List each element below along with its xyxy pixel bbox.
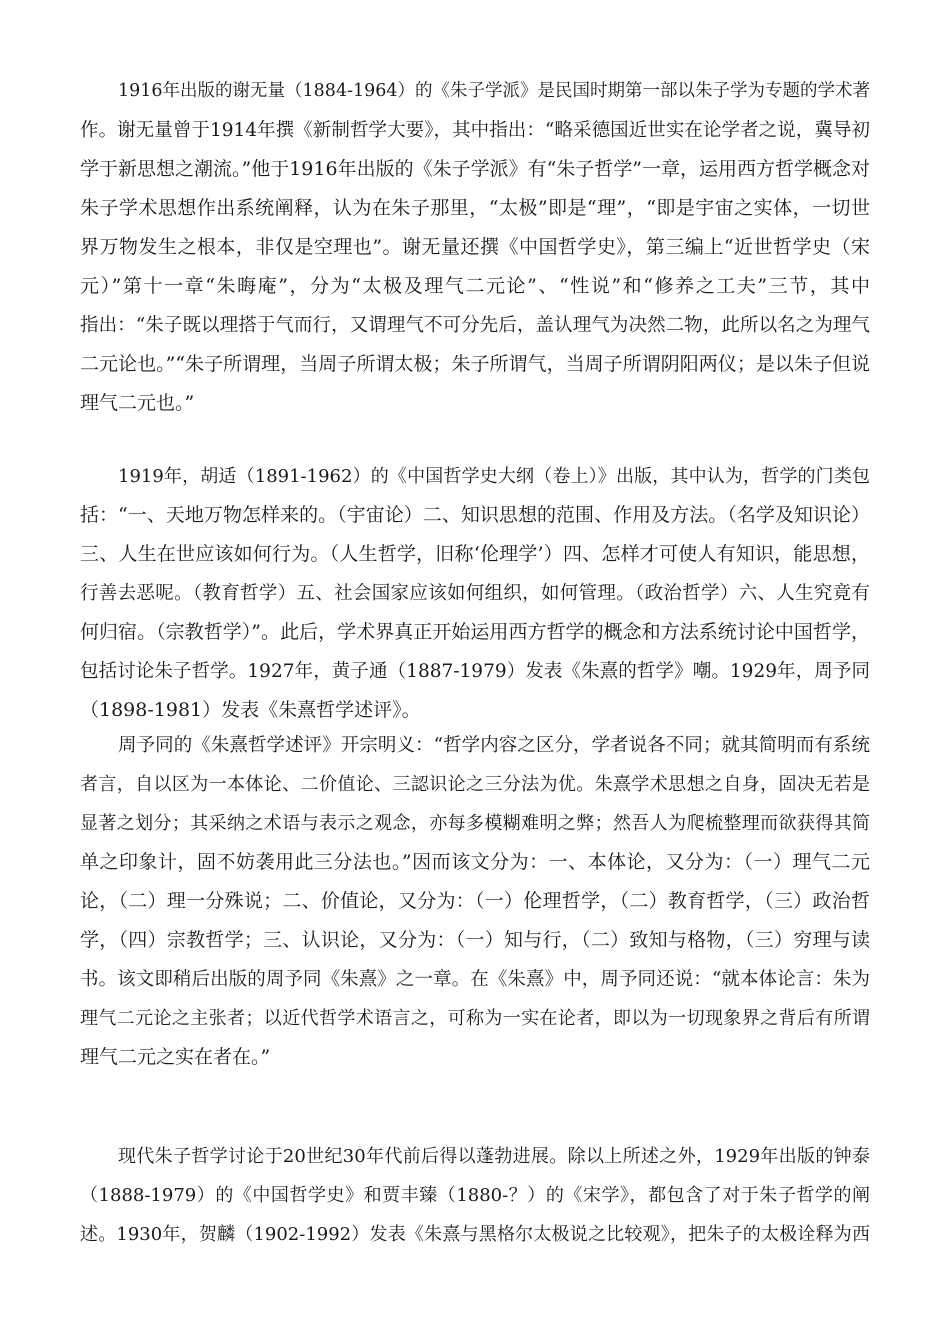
text-line: 书。该文即稍后出版的周予同《朱熹》之一章。在《朱熹》中，周予同还说：“就本体论言：朱为 bbox=[80, 969, 870, 990]
text-line: 单之印象计，固不妨袭用此三分法也。”因而该文分为：一、本体论，又分为：（一）理气二元 bbox=[80, 851, 870, 873]
text-line: 1919年，胡适（1891-1962）的《中国哲学史大纲（卷上）》出版，其中认为，哲学的门类包 bbox=[118, 466, 870, 487]
paragraph-1930s-development bbox=[80, 1137, 870, 1254]
text-line: 显著之划分；其采纳之术语与表示之观念，亦每多模糊难明之弊；然吾人为爬梳整理而欲获得其简 bbox=[80, 813, 870, 834]
text-line: 理气二元也。” bbox=[80, 392, 195, 414]
text-line: 朱子学术思想作出系统阐释，认为在朱子那里，“太极”即是“理”，“即是宇宙之实体，一切世 bbox=[80, 197, 870, 219]
text-line: 二元论也。”“朱子所谓理，当周子所谓太极；朱子所谓气，当周子所谓阴阳两仪；是以朱子但说 bbox=[80, 353, 870, 375]
text-line: 元）”第十一章“朱晦庵”，分为“太极及理气二元论”、“性说”和“修养之工夫”三节，其中 bbox=[80, 275, 870, 297]
text-line: 括：“一、天地万物怎样来的。（宇宙论）二、知识思想的范围、作用及方法。（名学及知识论） bbox=[80, 504, 870, 526]
paragraph-hu-shi bbox=[80, 457, 870, 730]
text-line: 指出：“朱子既以理搭于气而行，又谓理气不可分先后，盖认理气为决然二物，此所以名之为理气 bbox=[80, 315, 870, 336]
text-line: 学，（四）宗教哲学；三、认识论，又分为：（一）知与行，（二）致知与格物，（三）穷理与读 bbox=[80, 929, 870, 951]
text-line: （1888-1979）的《中国哲学史》和贾丰臻（1880-？）的《宋学》，都包含了对于朱子哲学的阐 bbox=[80, 1185, 870, 1206]
text-line: 理气二元之实在者在。” bbox=[80, 1046, 271, 1068]
text-line: 三、人生在世应该如何行为。（人生哲学，旧称‘伦理学’）四、怎样才可使人有知识，能思想， bbox=[80, 543, 870, 565]
text-line: 学于新思想之潮流。”他于1916年出版的《朱子学派》有“朱子哲学”一章，运用西方哲学概念对 bbox=[80, 158, 870, 180]
text-line: 周予同的《朱熹哲学述评》开宗明义：“哲学内容之区分，学者说各不同；就其简明而有系统 bbox=[118, 735, 870, 756]
text-line: 何归宿。（宗教哲学）”。此后，学术界真正开始运用西方哲学的概念和方法系统讨论中国哲学， bbox=[80, 621, 870, 643]
text-line: 理气二元论之主张者；以近代哲学术语言之，可称为一实在论者，即以为一切现象界之背后有所谓 bbox=[80, 1008, 870, 1029]
text-line: （1898-1981）发表《朱熹哲学述评》。 bbox=[80, 699, 421, 721]
text-line: 论，（二）理一分殊说；二、价值论，又分为：（一）伦理哲学，（二）教育哲学，（三）政治哲 bbox=[80, 890, 870, 912]
paragraph-zhou-yutong bbox=[80, 726, 870, 1077]
text-line: 者言，自以区为一本体论、二价值论、三認识论之三分法为优。朱熹学术思想之自身，固决无若是 bbox=[80, 774, 870, 795]
text-line: 述。1930年，贺麟（1902-1992）发表《朱熹与黑格尔太极说之比较观》，把朱子的太极诠释为西 bbox=[80, 1224, 870, 1245]
text-line: 现代朱子哲学讨论于20世纪30年代前后得以蓬勃进展。除以上所述之外，1929年出版的钟泰 bbox=[118, 1146, 870, 1167]
paragraph-xie-wuliang bbox=[80, 72, 870, 423]
text-line: 作。谢无量曾于1914年撰《新制哲学大要》，其中指出：“略采德国近世实在论学者之说，冀导初 bbox=[80, 120, 870, 141]
text-line: 界万物发生之根本，非仅是空理也”。谢无量还撰《中国哲学史》，第三编上“近世哲学史（宋 bbox=[80, 236, 870, 258]
text-line: 行善去恶呢。（教育哲学）五、社会国家应该如何组织，如何管理。（政治哲学）六、人生究竟有 bbox=[80, 583, 870, 604]
text-line: 1916年出版的谢无量（1884-1964）的《朱子学派》是民国时期第一部以朱子学为专题的学术著 bbox=[118, 81, 871, 101]
text-line: 包括讨论朱子哲学。1927年，黄子通（1887-1979）发表《朱熹的哲学》嘲。1929年，周予同 bbox=[80, 661, 870, 682]
